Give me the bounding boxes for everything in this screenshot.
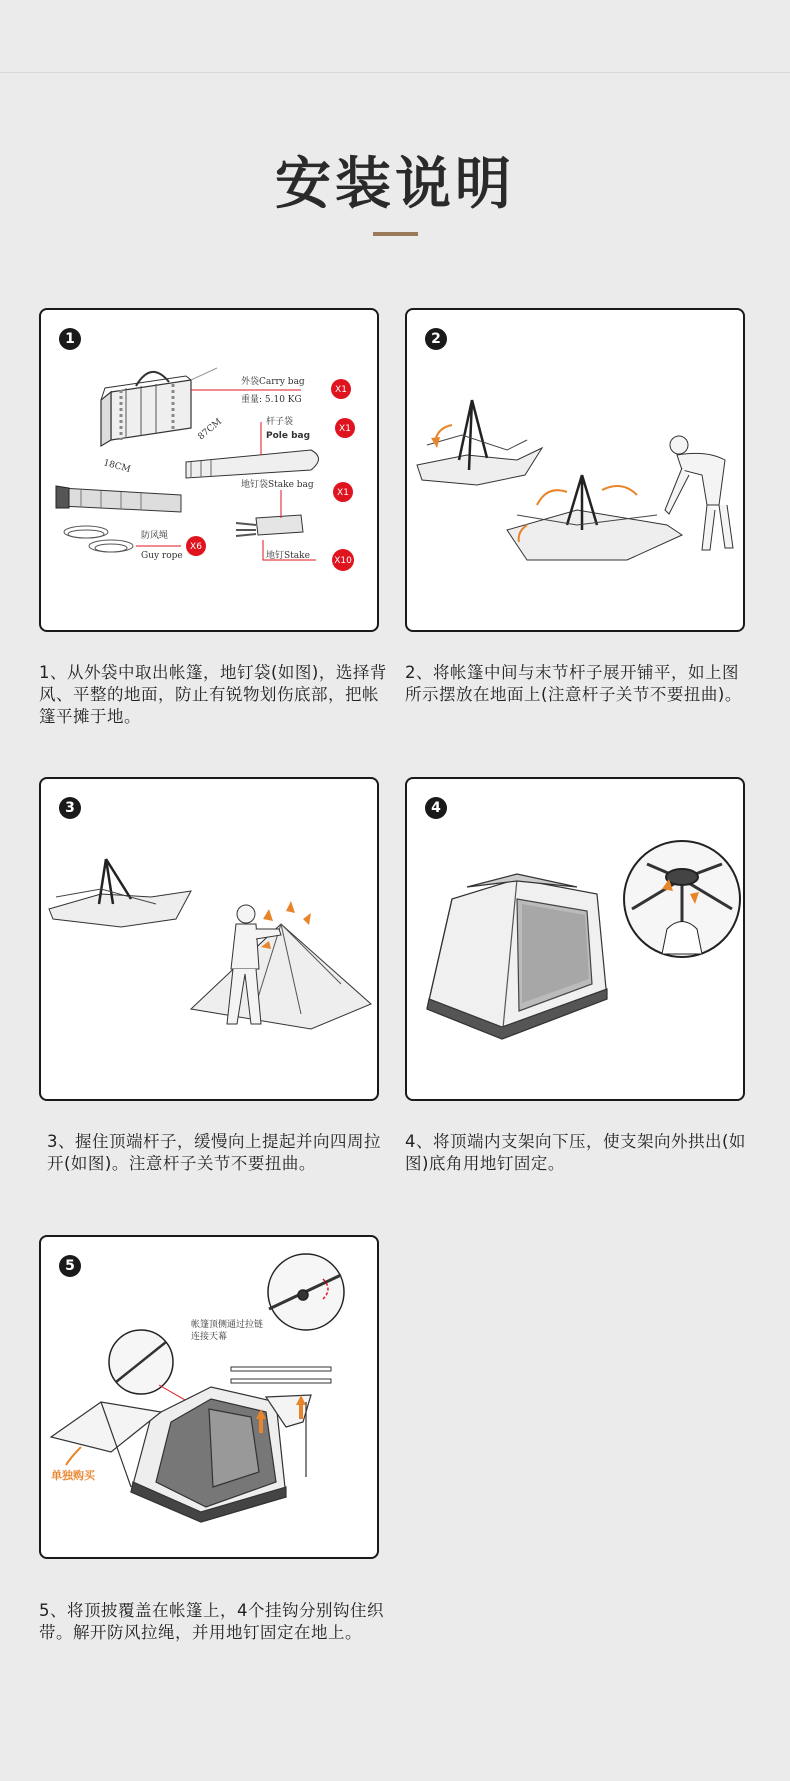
step-3-illustration xyxy=(41,779,377,1099)
zoom-circle-left xyxy=(109,1330,173,1394)
step-card-2 xyxy=(405,308,745,632)
buy-separately-label: 单独购买 xyxy=(51,1469,95,1482)
tent-illustration xyxy=(427,874,607,1039)
stake-bag-qty: X1 xyxy=(337,488,349,498)
page-title: 安装说明 xyxy=(275,152,515,217)
lifting-tent xyxy=(191,924,371,1029)
pole-bag-en-label: Pole bag xyxy=(266,431,311,441)
stake-bag-label: 地钉袋Stake bag xyxy=(241,480,314,490)
step-number-badge: 3 xyxy=(59,797,81,819)
carry-qty: X1 xyxy=(335,385,347,395)
step-number-badge: 4 xyxy=(425,797,447,819)
flat-tent-top xyxy=(49,859,191,927)
stake-bag-illustration xyxy=(236,515,303,536)
pole-bag-illustration xyxy=(186,450,319,478)
dim-length-label: 87CM xyxy=(196,416,225,443)
step-number-badge: 1 xyxy=(59,328,81,350)
folded-tent-illustration xyxy=(56,486,181,512)
zoom-circle xyxy=(624,841,740,957)
step-card-1 xyxy=(39,308,379,632)
step-caption-5: 5、将顶披覆盖在帐篷上，4个挂钩分别钩住织带。解开防风拉绳，并用地钉固定在地上。 xyxy=(39,1601,384,1642)
guy-rope-en-label: Guy rope xyxy=(141,551,183,561)
guy-rope-illustration xyxy=(64,526,133,552)
zoom-circle-top xyxy=(268,1254,344,1330)
step-caption-2: 2、将帐篷中间与末节杆子展开铺平，如上图所示摆放在地面上(注意杆子关节不要扭曲)。 xyxy=(405,663,742,704)
step-number-badge: 5 xyxy=(59,1255,81,1277)
weight-label: 重量: 5.10 KG xyxy=(241,395,302,405)
tent-with-awning xyxy=(51,1387,311,1522)
step-caption-3: 3、握住顶端杆子，缓慢向上提起并向四周拉开(如图)。注意杆子关节不要扭曲。 xyxy=(47,1132,381,1173)
step-4-illustration xyxy=(407,779,743,1099)
stake-label: 地钉Stake xyxy=(266,551,310,561)
stake-qty: X10 xyxy=(334,556,352,566)
step-number-badge: 2 xyxy=(425,328,447,350)
step-1-illustration xyxy=(41,310,377,630)
step-card-4 xyxy=(405,777,745,1101)
step-5-illustration xyxy=(41,1237,377,1557)
step-caption-1: 1、从外袋中取出帐篷，地钉袋(如图)，选择背风、平整的地面，防止有锐物划伤底部，把帐篷平摊于地。 xyxy=(39,663,387,726)
step-caption-4: 4、将顶端内支架向下压，使支架向外拱出(如图)底角用地钉固定。 xyxy=(405,1132,746,1173)
guy-rope-cn-label: 防风绳 xyxy=(141,531,169,541)
top-divider xyxy=(0,72,790,73)
step-card-3 xyxy=(39,777,379,1101)
zip-note-line1: 帐篷顶侧通过拉链 xyxy=(191,1320,264,1330)
zip-note-line2: 连接天幕 xyxy=(191,1332,228,1342)
flat-tent-right xyxy=(507,475,682,560)
carry-bag-label: 外袋Carry bag xyxy=(241,377,305,387)
title-accent-bar xyxy=(373,232,418,236)
pole-bag-cn-label: 杆子袋 xyxy=(266,417,294,427)
step-card-5 xyxy=(39,1235,379,1559)
pole-qty: X1 xyxy=(339,424,351,434)
guy-qty: X6 xyxy=(190,542,202,552)
poles xyxy=(231,1367,331,1383)
dim-width-label: 18CM xyxy=(102,458,132,476)
step-2-illustration xyxy=(407,310,743,630)
